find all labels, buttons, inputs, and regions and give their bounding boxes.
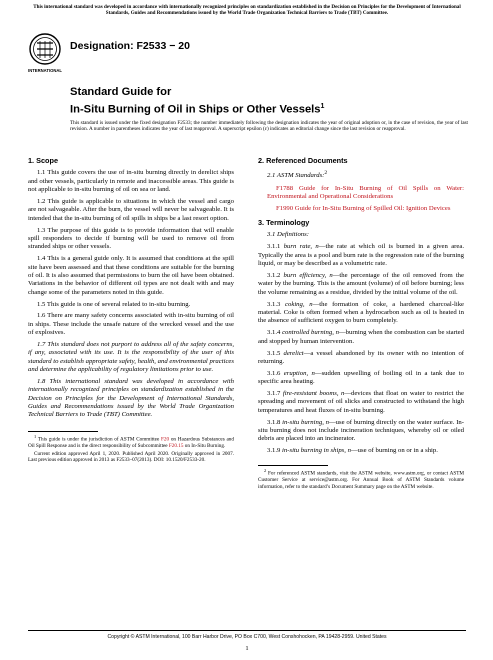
scope-1-8: 1.8 This international standard was developed in accordance with internationally recognized principles on standardization established in the Decision on Principles for the Development of International Standards, Guides and Recommendations issued by the World Trade Organization Technical Barriers to Trade (TBT) Committee. <box>28 378 234 419</box>
logo-text: INTERNATIONAL <box>28 68 62 73</box>
term-eruption: 3.1.6 eruption, n—sudden upwelling of boiling oil in a tank due to specific area heating. <box>258 369 464 386</box>
title-line-1: Standard Guide for <box>70 86 172 98</box>
designation-label: Designation: <box>70 40 134 52</box>
scope-1-4: 1.4 This is a general guide only. It is assumed that conditions at the spill site have been assessed and that these conditions are suitable for the burning of oil. It is also assumed that permissions to burn the oil have been obtained. Variations in the behavior of different oil types are not dealt with and may change some of the parameters noted in this guide. <box>28 255 234 296</box>
designation-value: F2533 − 20 <box>136 40 190 52</box>
title-line-2: In-Situ Burning of Oil in Ships or Other Vessels$^1$ <box>70 102 325 116</box>
scope-1-6: 1.6 There are many safety concerns associated with in-situ burning of oil in ships. These include the unsafe nature of the wrecked vessel and the use of explosives. <box>28 312 234 337</box>
term-controlled-burning: 3.1.4 controlled burning, n—burning when the combustion can be started and stopped by human intervention. <box>258 329 464 345</box>
term-burn-efficiency: 3.1.2 burn efficiency, n—the percentage of the oil removed from the water by the burning. This is the amount (volume) of oil before burning; less the volume remaining as a residue, divided by the initial volume of the oil. <box>258 272 464 296</box>
designation <box>70 40 190 52</box>
term-fire-resistant-booms: 3.1.7 fire-resistant booms, n—devices that float on water to restrict the spreading and movement of oil slicks and constructed to withstand the high temperatures and heat fluxes of in-situ burning. <box>258 390 464 414</box>
astm-standards-subheading: 2.1 ASTM Standards:$^2$ <box>267 170 328 180</box>
left-column <box>28 157 234 464</box>
scope-1-3: 1.3 The purpose of this guide is to provide information that will enable spill responders to decide if burning will be used to remove oil from stranded ships or other vessels. <box>28 226 234 251</box>
section-heading-terminology: 3. Terminology <box>258 218 310 228</box>
scope-1-2: 1.2 This guide is applicable to situations in which the vessel and cargo are not salvageable. After the burn, the vessel will never be salvageable. It is intended that the in-situ burning of oil spills in ships be a last resort option. <box>28 197 234 222</box>
issued-note: This standard is issued under the fixed designation F2533; the number immediately following the designation indicates the year of original adoption or, in the case of revision, the year of last revision. A number in parentheses indicates the year of last reapproval. A superscript epsilon (ε) indicates an editorial change since the last revision or reapproval. <box>70 120 468 133</box>
tbt-notice: This international standard was developed in accordance with internationally recognized principles on standardization established in the Decision on Principles for the Development of International Standards, Guides and Recommendations issued by the World Trade Organization Technical Barriers to Trade (TBT) Committee. <box>33 4 461 17</box>
section-heading-referenced-documents: 2. Referenced Documents <box>258 156 348 165</box>
copyright-line: Copyright © ASTM International, 100 Barr Harbor Drive, PO Box C700, West Conshohocken, PA 19428-2959. United States <box>107 634 387 640</box>
page-number: 1 <box>245 645 249 652</box>
document-title <box>70 86 324 117</box>
section-heading-scope: 1. Scope <box>28 156 59 165</box>
subcommittee-link[interactable]: F20.15 <box>168 443 184 450</box>
term-in-situ-burning: 3.1.8 in-situ burning, n—use of burning directly on the water surface. In-situ burning does not include incineration techniques, whereby oil or oiled debris are placed into an incinerator. <box>258 418 465 443</box>
right-column <box>258 157 464 491</box>
term-burn-rate: 3.1.1 burn rate, n—the rate at which oil is burned in a given area. Typically the area is a pool and burn rate is the regression rate of the burning liquid, or may be described as a volumetric rate. <box>258 243 464 268</box>
footnote-rule <box>28 431 98 432</box>
footnote-2: $^2$ For referenced ASTM standards, visit the ASTM website, www.astm.org, or contact ASTM Customer Service at service@astm.org. For Annual Book of ASTM Standards volume information, refer to the standard’s Document Summary page on the ASTM website. <box>258 468 465 490</box>
footnote-rule-2 <box>258 465 328 466</box>
title-footnote-marker: 1 <box>320 102 325 110</box>
term-coking: 3.1.3 coking, n—the formation of coke, a hardened charcoal-like material. Coke is often formed when a hydrocarbon such as oil is heated in the absence of sufficient oxygen to burn completely. <box>258 300 465 325</box>
definitions-subheading: 3.1 Definitions: <box>267 231 309 239</box>
scope-1-1: 1.1 This guide covers the use of in-situ burning directly in derelict ships and other vessels, particularly in remote and inaccessible areas. This guide is not applicable to in-situ burning of oil on sea or land. <box>28 169 234 194</box>
committee-link[interactable]: F20 <box>161 437 170 444</box>
scope-1-7: 1.7 This standard does not purport to address all of the safety concerns, if any, associated with its use. It is the responsibility of the user of this standard to establish appropriate safety, health, and environmental practices and determine the applicability of regulatory limitations prior to use. <box>28 341 234 374</box>
footnote-1: $^1$ This guide is under the jurisdiction of ASTM Committee F20 on Hazardous Substances and Oil Spill Response and is the direct responsibility of Subcommittee F20.15 on In-Situ Burning. Current edition approved April 1, 2020. Published April 2020. Originally approved in 2007. Last previous edition approved in 2013 as F2533–07(2013). DOI: 10.1520/F2533-20. <box>28 434 234 463</box>
footnote-1-edition: Current edition approved April 1, 2020. Published April 2020. Originally approved in 2007. Last previous edition approved in 2013 as F2533–07(2013). DOI: 10.1520/F2533-20. <box>28 450 234 463</box>
scope-1-5: 1.5 This guide is one of several related to in-situ burning. <box>37 300 191 308</box>
term-derelict: 3.1.5 derelict—a vessel abandoned by its owner with no intention of returning. <box>258 349 465 365</box>
term-in-situ-burning-in-ships: 3.1.9 in-situ burning in ships, n—use of burning on or in a ship. <box>267 447 438 455</box>
reference-f1990[interactable]: F1990 Guide for In-Situ Burning of Spilled Oil: Ignition Devices <box>276 204 451 212</box>
bottom-rule <box>28 630 466 631</box>
astm-logo <box>28 32 62 76</box>
reference-f1788[interactable]: F1788 Guide for In-Situ Burning of Oil Spills on Water: Environmental and Operational Considerations <box>267 184 465 200</box>
